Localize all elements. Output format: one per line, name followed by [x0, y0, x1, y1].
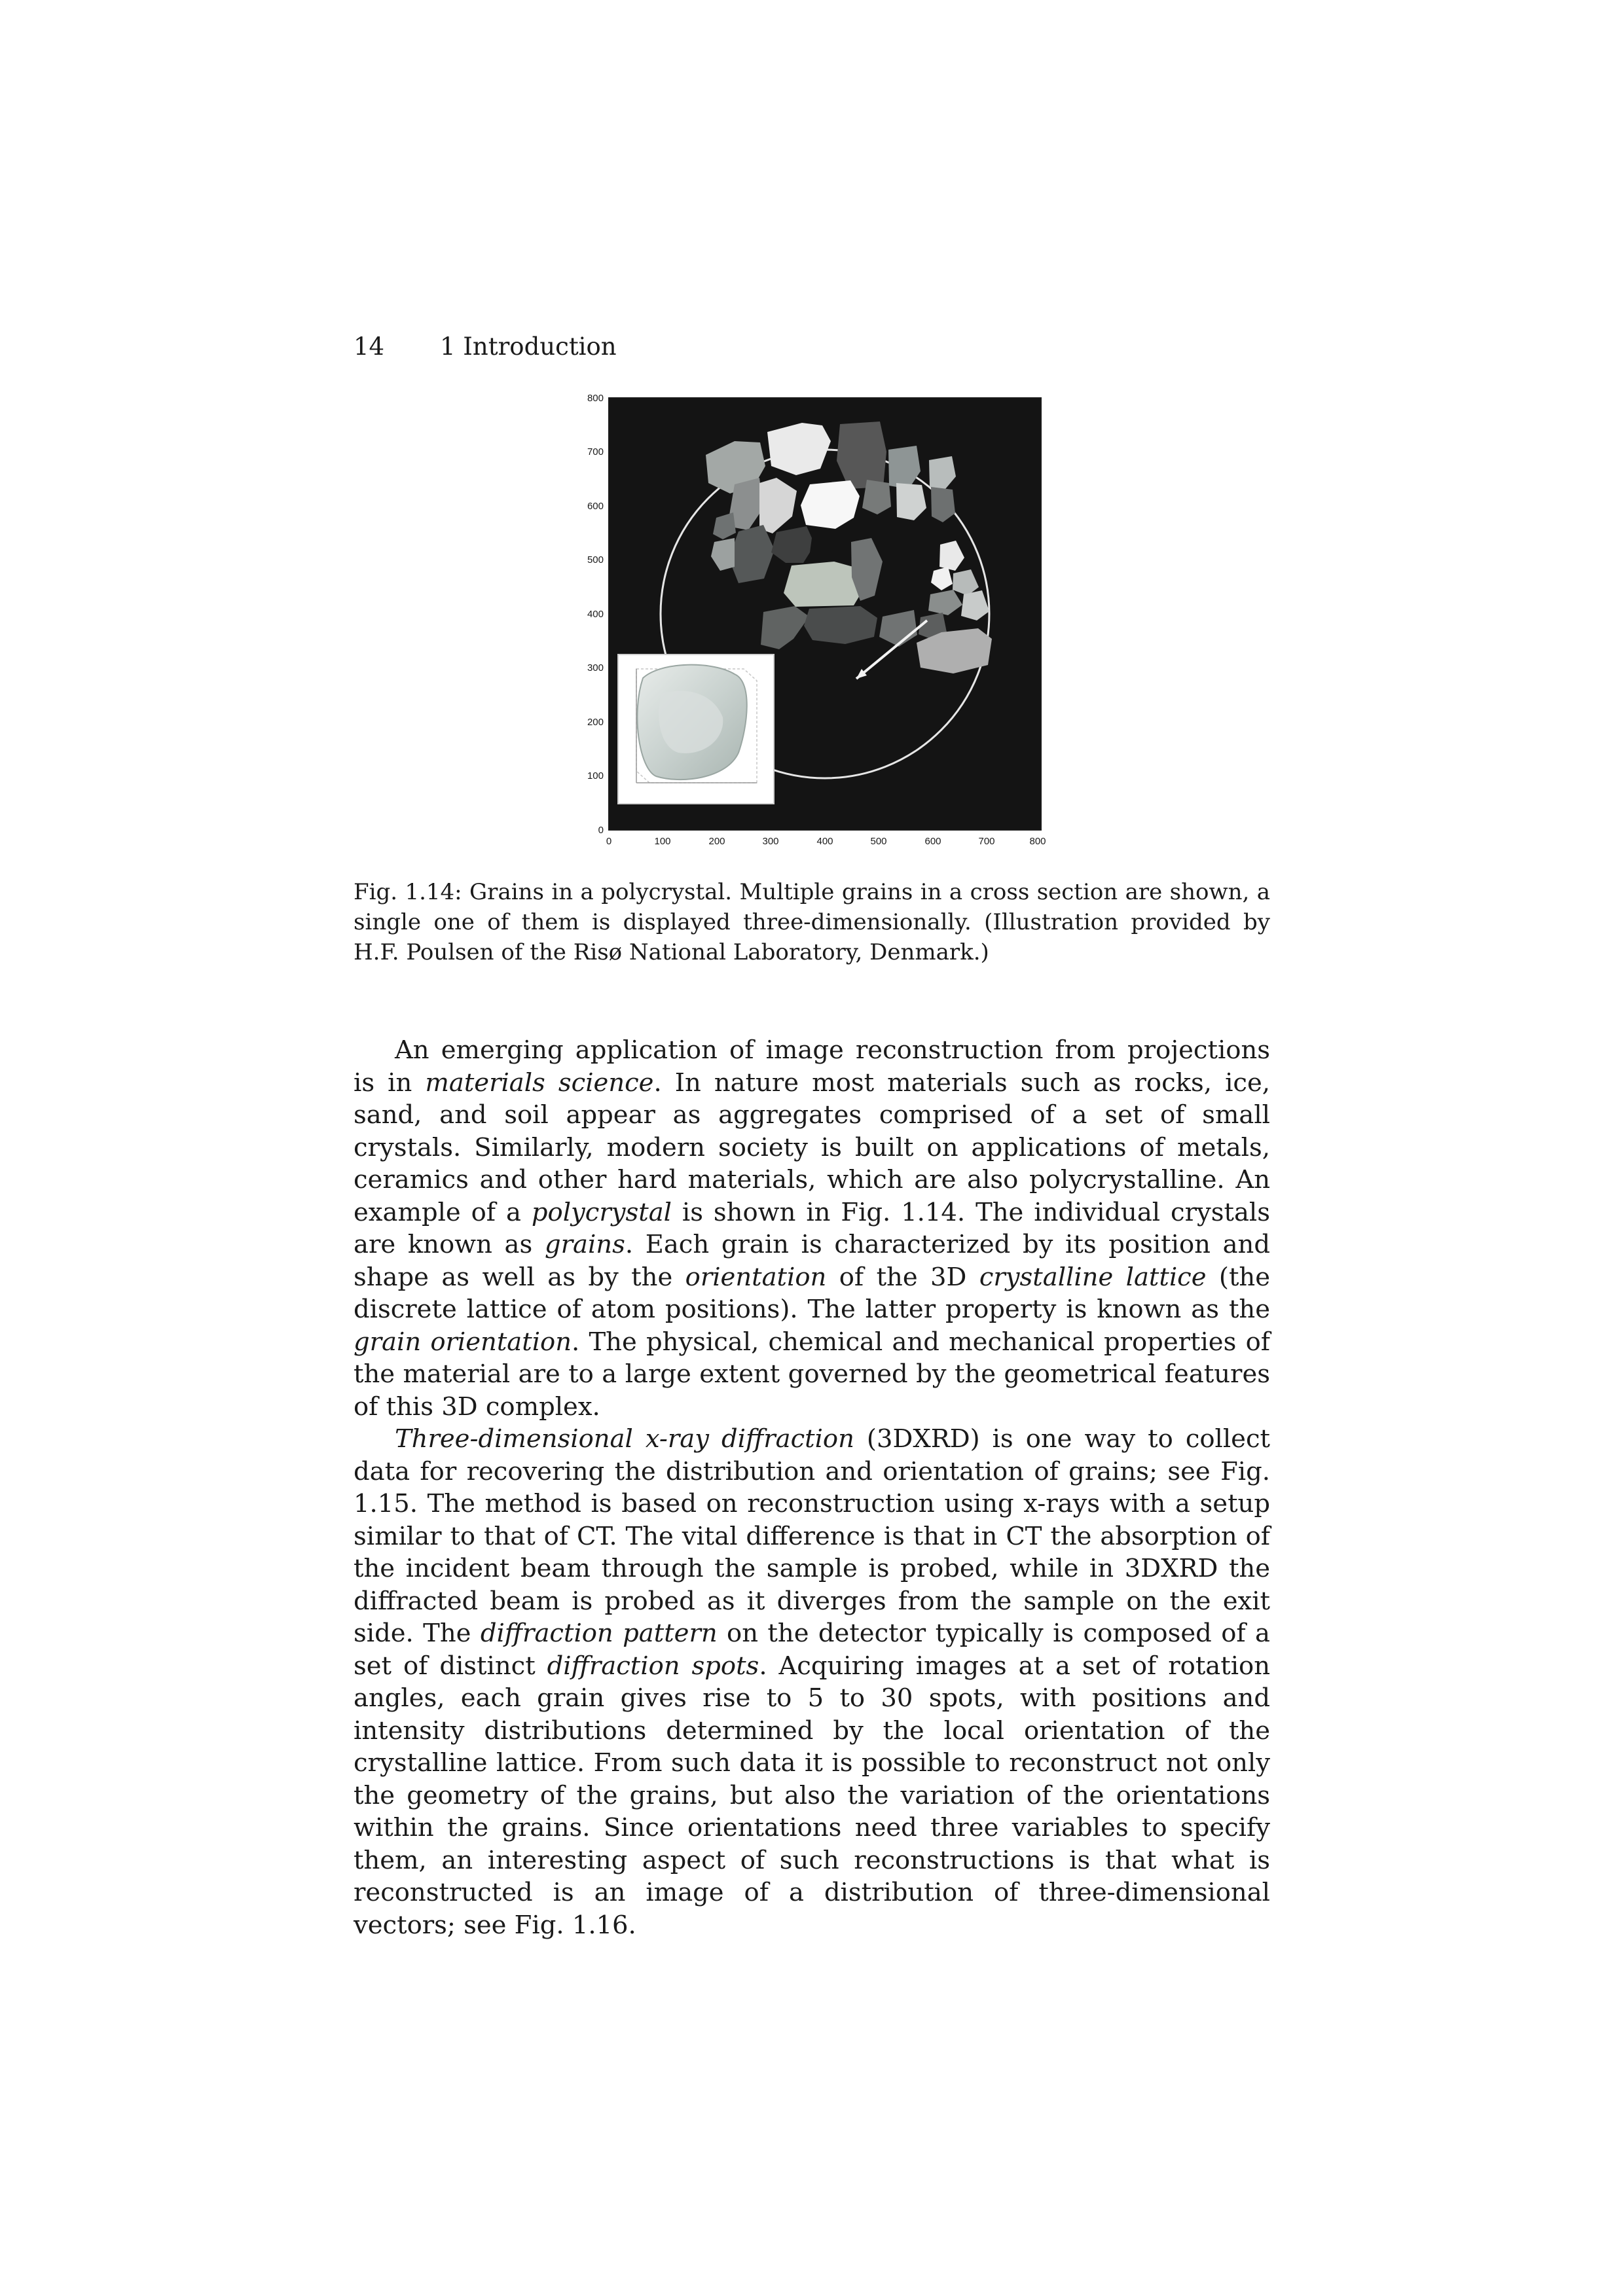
emphasis: orientation [685, 1262, 827, 1292]
x-tick: 800 [1029, 836, 1046, 847]
grain [784, 562, 860, 607]
text-run: (the discrete lattice of atom positions). The latter property is known as the [354, 1262, 1270, 1324]
emphasis: crystalline lattice [979, 1262, 1207, 1292]
y-tick: 500 [587, 554, 604, 565]
running-title: 1 Introduction [440, 332, 617, 361]
y-axis-ticks [587, 393, 604, 836]
y-tick: 600 [587, 501, 604, 512]
paragraph [354, 1034, 1270, 1423]
text-run: . In nature most materials such as rocks, ice, sand, and soil appear as aggregates comprised of a set of small crystals. Similarly, modern society is built on applications of metals, ceramics and other hard materials, which are also polycrystalline. An example of a [354, 1067, 1270, 1227]
text-run: of the 3D [826, 1262, 979, 1292]
text-run: (3DXRD) is one way to collect data for recovering the distribution and orientation of grains; see Fig. 1.15. The method is based on reconstruction using x-rays with a setup similar to that of CT. The vital difference is that in CT the absorption of the incident beam through the sample is probed, while in 3DXRD the diffracted beam is probed as it diverges from the sample on the exit side. The [354, 1424, 1271, 1648]
y-tick: 200 [587, 717, 604, 728]
emphasis: diffraction pattern [480, 1619, 718, 1648]
text-run: An emerging application of image reconstruction from projections is in [354, 1035, 1270, 1098]
grain-3d-inset [618, 655, 774, 804]
x-tick: 300 [762, 836, 779, 847]
text-run: . Each grain is characterized by its position and shape as well as by the [354, 1230, 1270, 1292]
figure-caption: Fig. 1.14: Grains in a polycrystal. Multiple grains in a cross section are shown, a single one of them is displayed three-dimensionally. (Illustration provided by H.F. Poulsen of the Risø National Laboratory, Denmark.) [354, 879, 1270, 965]
x-tick: 100 [654, 836, 671, 847]
text-run: is shown in Fig. 1.14. The individual crystals are known as [354, 1197, 1270, 1259]
x-tick: 500 [870, 836, 887, 847]
emphasis: Three-dimensional x-ray diffraction [395, 1424, 854, 1454]
y-tick: 400 [587, 609, 604, 620]
figure-image [563, 386, 1061, 870]
x-tick: 0 [606, 836, 612, 847]
figure-grains-polycrystal [563, 386, 1061, 870]
text-run: on the detector typically is composed of a set of distinct [354, 1619, 1270, 1681]
page-number: 14 [354, 332, 385, 361]
x-axis-ticks [606, 836, 1046, 847]
grain [804, 606, 877, 644]
x-tick: 600 [924, 836, 941, 847]
emphasis: materials science [425, 1067, 654, 1098]
y-tick: 300 [587, 662, 604, 673]
paragraph [354, 1423, 1270, 1941]
emphasis: diffraction spots [547, 1651, 759, 1681]
y-tick: 700 [587, 446, 604, 457]
body-text [354, 1034, 1270, 1941]
y-tick: 100 [587, 770, 604, 781]
x-tick: 200 [708, 836, 725, 847]
text-run: . The physical, chemical and mechanical properties of the material are to a large extent governed by the geometrical features of this 3D complex. [354, 1327, 1270, 1422]
y-tick: 0 [598, 825, 604, 836]
text-run: . Acquiring images at a set of rotation angles, each grain gives rise to 5 to 30 spots, with positions and intensity distributions determined by the local orientation of the crystalline lattice. From such data it is possible to reconstruct not only the geometry of the grains, but also the variation of the orientations within the grains. Since orientations need three variables to specify them, an interesting aspect of such reconstructions is that what is reconstructed is an image of a distribution of three-dimensional vectors; see Fig. 1.16. [354, 1651, 1271, 1940]
y-tick: 800 [587, 393, 604, 404]
x-tick: 400 [816, 836, 833, 847]
emphasis: grain orientation [354, 1327, 572, 1357]
x-tick: 700 [978, 836, 995, 847]
emphasis: grains [544, 1230, 625, 1259]
emphasis: polycrystal [531, 1197, 672, 1227]
